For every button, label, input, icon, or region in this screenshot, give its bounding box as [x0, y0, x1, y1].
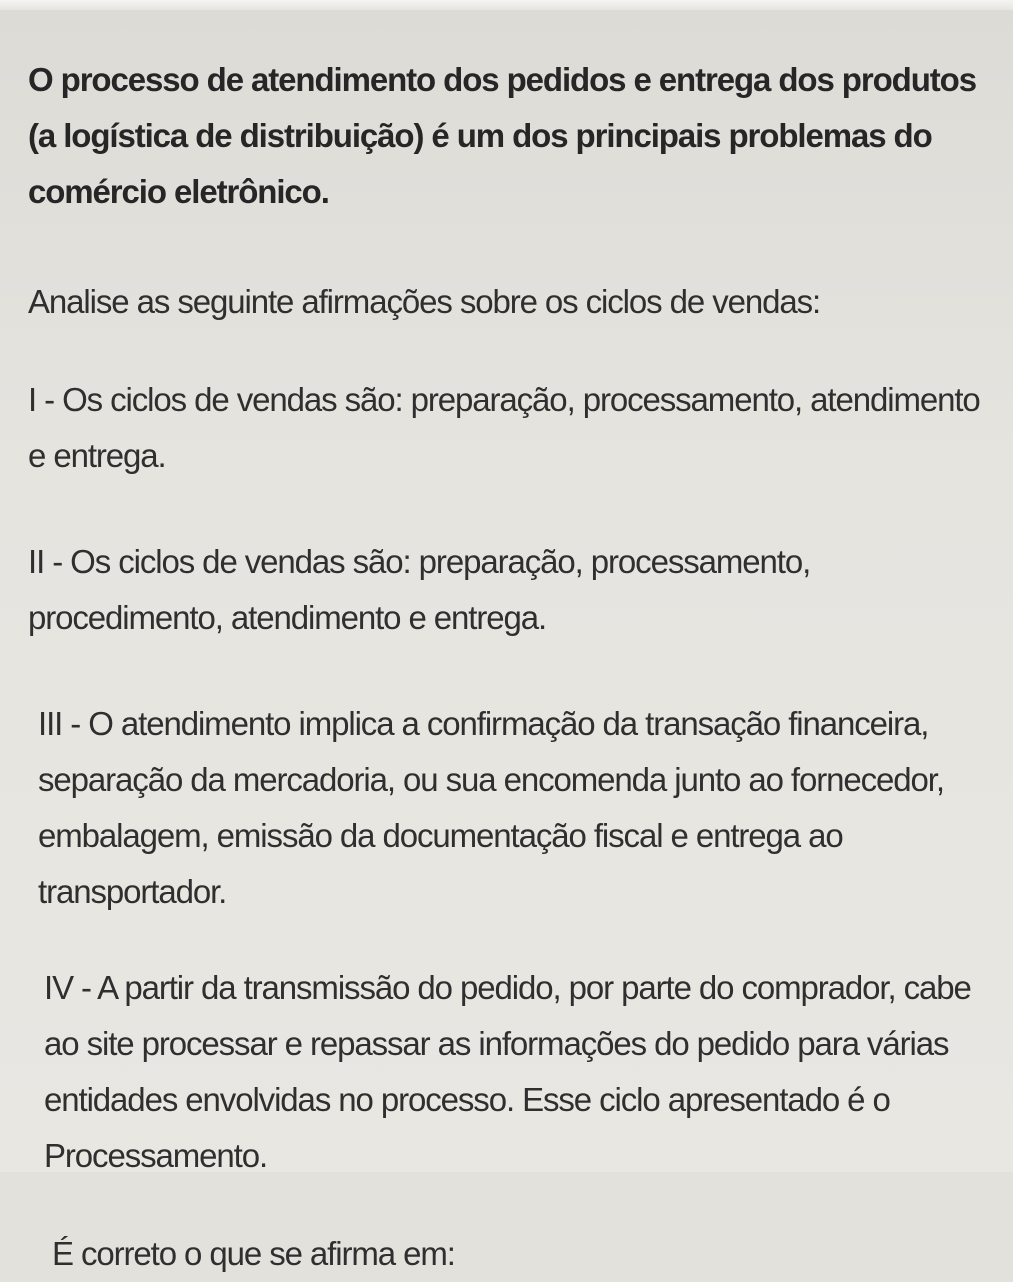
statement-ii: II - Os ciclos de vendas são: preparação, processamento, procedimento, atendimento e entrega.	[28, 543, 811, 636]
statement-i: I - Os ciclos de vendas são: preparação, processamento, atendimento e entrega.	[28, 381, 980, 474]
question-instruction: Analise as seguinte afirmações sobre os ciclos de vendas:	[28, 283, 821, 320]
statement-iv: IV - A partir da transmissão do pedido, por parte do comprador, cabe ao site processar e repassar as informações do pedido para várias entidades envolvidas no processo. Esse ciclo apresentado é o Processamento.	[44, 969, 971, 1174]
question-intro: O processo de atendimento dos pedidos e entrega dos produtos (a logística de distribuição) é um dos principais problemas do comércio eletrônico.	[28, 61, 976, 210]
screen-top-edge	[0, 0, 1013, 10]
question-prompt: É correto o que se afirma em:	[52, 1235, 455, 1272]
statement-iii: III - O atendimento implica a confirmação da transação financeira, separação da mercadoria, ou sua encomenda junto ao fornecedor, embalagem, emissão da documentação fiscal e entrega ao transportador.	[38, 705, 944, 910]
